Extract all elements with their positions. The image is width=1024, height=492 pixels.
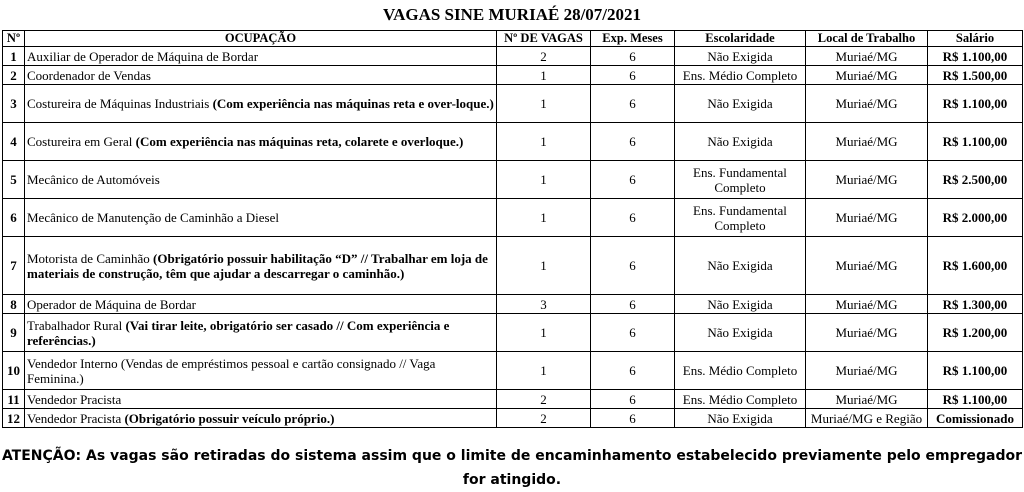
cell-occupation [25, 237, 497, 295]
cell-local: Muriaé/MG [806, 390, 928, 409]
cell-escolaridade: Ens. Fundamental Completo [675, 161, 806, 199]
header-local: Local de Trabalho [806, 31, 928, 47]
table-row [3, 66, 1023, 85]
cell-escolaridade: Não Exigida [675, 295, 806, 314]
cell-num: 10 [3, 352, 25, 390]
cell-occupation [25, 390, 497, 409]
cell-exp: 6 [591, 199, 675, 237]
cell-salario: R$ 2.500,00 [928, 161, 1023, 199]
cell-vagas: 2 [497, 47, 591, 66]
cell-vagas: 1 [497, 123, 591, 161]
occupation-note: (Obrigatório possuir veículo próprio.) [124, 410, 335, 426]
cell-exp: 6 [591, 66, 675, 85]
cell-escolaridade: Ens. Fundamental Completo [675, 199, 806, 237]
cell-occupation [25, 409, 497, 428]
occupation-name: Operador de Máquina de Bordar [27, 296, 196, 312]
cell-salario: R$ 1.100,00 [928, 390, 1023, 409]
occupation-name: Mecânico de Manutenção de Caminhão a Diesel [27, 210, 279, 225]
cell-salario: R$ 1.100,00 [928, 123, 1023, 161]
header-escolaridade: Escolaridade [675, 31, 806, 47]
table-row [3, 237, 1023, 295]
cell-escolaridade: Ens. Médio Completo [675, 390, 806, 409]
cell-salario: R$ 1.100,00 [928, 352, 1023, 390]
cell-exp: 6 [591, 123, 675, 161]
cell-vagas: 1 [497, 66, 591, 85]
occupation-note: (Obrigatório possuir habilitação “D” // Trabalhar em loja de materiais de construção, têm que ajudar a descarregar o caminhão.) [27, 250, 488, 281]
cell-exp: 6 [591, 295, 675, 314]
cell-vagas: 3 [497, 295, 591, 314]
cell-salario: R$ 1.600,00 [928, 237, 1023, 295]
cell-num: 9 [3, 314, 25, 352]
cell-escolaridade: Não Exigida [675, 47, 806, 66]
table-row [3, 161, 1023, 199]
cell-num: 2 [3, 66, 25, 85]
occupation-name: Costureira de Máquinas Industriais [27, 96, 213, 111]
table-row [3, 85, 1023, 123]
cell-local: Muriaé/MG [806, 66, 928, 85]
cell-num: 11 [3, 390, 25, 409]
cell-exp: 6 [591, 314, 675, 352]
cell-vagas: 1 [497, 161, 591, 199]
cell-local: Muriaé/MG [806, 85, 928, 123]
cell-num: 4 [3, 123, 25, 161]
cell-escolaridade: Ens. Médio Completo [675, 66, 806, 85]
cell-occupation [25, 47, 497, 66]
cell-escolaridade: Não Exigida [675, 85, 806, 123]
cell-vagas: 1 [497, 352, 591, 390]
occupation-name: Mecânico de Automóveis [27, 172, 160, 187]
occupation-note: (Com experiência nas máquinas reta e over-loque.) [212, 96, 494, 111]
cell-salario: Comissionado [928, 409, 1023, 428]
cell-num: 8 [3, 295, 25, 314]
table-row [3, 123, 1023, 161]
cell-vagas: 1 [497, 237, 591, 295]
header-salario: Salário [928, 31, 1023, 47]
occupation-name: Costureira em Geral [27, 134, 136, 149]
occupation-name: Vendedor Pracista [27, 410, 125, 426]
cell-local: Muriaé/MG [806, 295, 928, 314]
cell-salario: R$ 1.100,00 [928, 47, 1023, 66]
table-row [3, 314, 1023, 352]
cell-num: 7 [3, 237, 25, 295]
table-header-row [3, 31, 1023, 47]
cell-vagas: 1 [497, 314, 591, 352]
occupation-name: Auxiliar de Operador de Máquina de Bordar [27, 48, 259, 64]
cell-exp: 6 [591, 352, 675, 390]
cell-occupation [25, 66, 497, 85]
cell-exp: 6 [591, 47, 675, 66]
cell-vagas: 1 [497, 199, 591, 237]
page-title: VAGAS SINE MURIAÉ 28/07/2021 [382, 5, 642, 24]
cell-escolaridade: Não Exigida [675, 409, 806, 428]
cell-exp: 6 [591, 161, 675, 199]
occupation-name: Trabalhador Rural [27, 317, 126, 333]
cell-vagas: 2 [497, 409, 591, 428]
cell-escolaridade: Não Exigida [675, 123, 806, 161]
table-row [3, 352, 1023, 390]
occupation-name: Coordenador de Vendas [27, 67, 151, 83]
cell-num: 1 [3, 47, 25, 66]
occupation-name: Vendedor Pracista [27, 391, 122, 407]
table-row [3, 47, 1023, 66]
occupation-note: (Com experiência nas máquinas reta, colarete e overloque.) [135, 134, 464, 149]
occupation-name: Motorista de Caminhão [27, 250, 154, 266]
header-vagas: Nº DE VAGAS [497, 31, 591, 47]
cell-escolaridade: Não Exigida [675, 237, 806, 295]
header-num: Nº [3, 31, 25, 47]
cell-local: Muriaé/MG [806, 161, 928, 199]
cell-occupation [25, 199, 497, 237]
occupation-name: Vendedor Interno (Vendas de empréstimos pessoal e cartão consignado // Vaga Feminina.) [27, 355, 436, 386]
cell-occupation [25, 295, 497, 314]
cell-vagas: 1 [497, 85, 591, 123]
cell-vagas: 2 [497, 390, 591, 409]
cell-num: 6 [3, 199, 25, 237]
attention-note: ATENÇÃO: As vagas são retiradas do sistema assim que o limite de encaminhamento estabelecido previamente pelo empregador for atingido. [1, 448, 1023, 488]
cell-local: Muriaé/MG [806, 123, 928, 161]
vacancies-table [2, 30, 1023, 428]
cell-occupation [25, 352, 497, 390]
cell-exp: 6 [591, 390, 675, 409]
occupation-note: (Vai tirar leite, obrigatório ser casado // Com experiência e referências.) [27, 317, 450, 348]
cell-exp: 6 [591, 237, 675, 295]
cell-escolaridade: Não Exigida [675, 314, 806, 352]
cell-occupation [25, 123, 497, 161]
table-row [3, 409, 1023, 428]
cell-exp: 6 [591, 409, 675, 428]
cell-local: Muriaé/MG [806, 199, 928, 237]
cell-occupation [25, 85, 497, 123]
header-exp: Exp. Meses [591, 31, 675, 47]
cell-exp: 6 [591, 85, 675, 123]
cell-escolaridade: Ens. Médio Completo [675, 352, 806, 390]
table-row [3, 295, 1023, 314]
cell-salario: R$ 1.500,00 [928, 66, 1023, 85]
cell-occupation [25, 161, 497, 199]
table-row [3, 199, 1023, 237]
cell-num: 12 [3, 409, 25, 428]
cell-salario: R$ 1.100,00 [928, 85, 1023, 123]
cell-salario: R$ 1.200,00 [928, 314, 1023, 352]
cell-salario: R$ 2.000,00 [928, 199, 1023, 237]
cell-occupation [25, 314, 497, 352]
cell-salario: R$ 1.300,00 [928, 295, 1023, 314]
cell-local: Muriaé/MG e Região [806, 409, 928, 428]
cell-local: Muriaé/MG [806, 352, 928, 390]
cell-local: Muriaé/MG [806, 314, 928, 352]
cell-num: 5 [3, 161, 25, 199]
cell-local: Muriaé/MG [806, 47, 928, 66]
table-row [3, 390, 1023, 409]
cell-local: Muriaé/MG [806, 237, 928, 295]
header-occupation: OCUPAÇÃO [25, 31, 497, 47]
cell-num: 3 [3, 85, 25, 123]
